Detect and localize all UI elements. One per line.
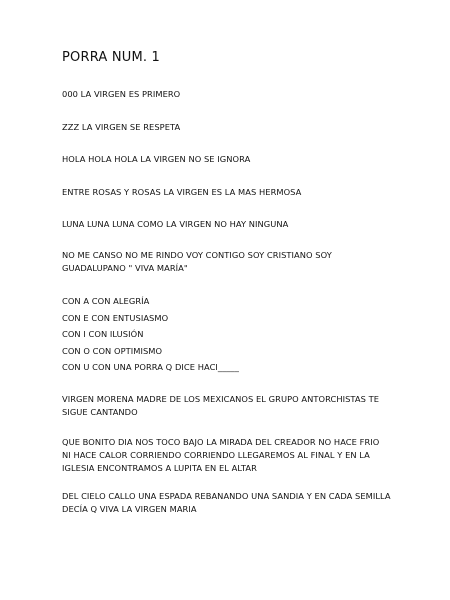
text-line: CON O CON OPTIMISMO bbox=[62, 346, 163, 356]
text-line: HOLA HOLA HOLA LA VIRGEN NO SE IGNORA bbox=[62, 154, 251, 164]
text-line: 000 LA VIRGEN ES PRIMERO bbox=[62, 89, 181, 99]
text-line: CON U CON UNA PORRA Q DICE HACI_____ bbox=[62, 362, 239, 372]
text-line: NO ME CANSO NO ME RINDO VOY CONTIGO SOY CRISTIANO SOY bbox=[62, 250, 332, 260]
text-line: CON E CON ENTUSIASMO bbox=[62, 313, 169, 323]
text-line: VIRGEN MORENA MADRE DE LOS MEXICANOS EL GRUPO ANTORCHISTAS TE bbox=[62, 394, 380, 404]
text-line: CON A CON ALEGRÍA bbox=[62, 296, 150, 306]
document-title: PORRA NUM. 1 bbox=[62, 50, 161, 65]
text-line: DECÍA Q VIVA LA VIRGEN MARIA bbox=[62, 504, 197, 514]
text-line: IGLESIA ENCONTRAMOS A LUPITA EN EL ALTAR bbox=[62, 463, 257, 473]
text-line: GUADALUPANO " VIVA MARÍA" bbox=[62, 263, 188, 273]
text-line: NI HACE CALOR CORRIENDO CORRIENDO LLEGAREMOS AL FINAL Y EN LA bbox=[62, 450, 370, 460]
text-line: ZZZ LA VIRGEN SE RESPETA bbox=[62, 122, 181, 132]
text-line: DEL CIELO CALLO UNA ESPADA REBANANDO UNA SANDIA Y EN CADA SEMILLA bbox=[62, 491, 391, 501]
text-line: QUE BONITO DIA NOS TOCO BAJO LA MIRADA DEL CREADOR NO HACE FRIO bbox=[62, 437, 380, 447]
text-line: ENTRE ROSAS Y ROSAS LA VIRGEN ES LA MAS HERMOSA bbox=[62, 187, 302, 197]
text-line: LUNA LUNA LUNA COMO LA VIRGEN NO HAY NINGUNA bbox=[62, 219, 289, 229]
text-line: CON I CON ILUSIÓN bbox=[62, 329, 144, 339]
text-line: SIGUE CANTANDO bbox=[62, 407, 138, 417]
